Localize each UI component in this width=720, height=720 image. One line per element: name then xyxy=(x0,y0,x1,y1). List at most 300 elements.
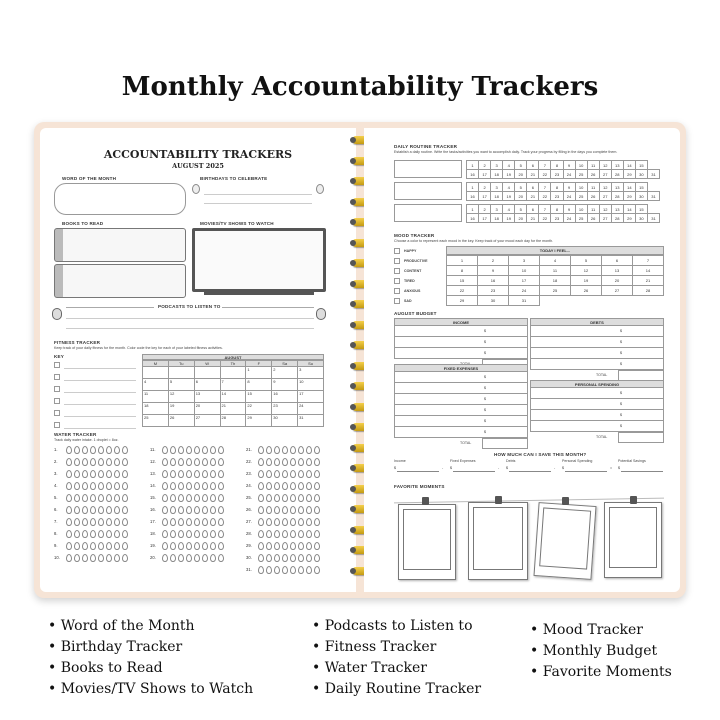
droplet-icon[interactable] xyxy=(98,518,104,526)
budget-row[interactable] xyxy=(394,372,528,383)
routine-day[interactable]: 27 xyxy=(599,214,611,223)
routine-day[interactable]: 11 xyxy=(587,183,599,192)
routine-day[interactable]: 13 xyxy=(611,183,623,192)
droplet-icon[interactable] xyxy=(106,542,112,550)
calendar-day[interactable]: 24 xyxy=(298,403,324,415)
mood-day[interactable] xyxy=(602,296,633,306)
droplet-icon[interactable] xyxy=(298,554,304,562)
droplet-icon[interactable] xyxy=(106,530,112,538)
mood-day[interactable]: 14 xyxy=(633,266,664,276)
save-line[interactable] xyxy=(397,471,439,472)
droplet-icon[interactable] xyxy=(122,470,128,478)
droplet-icon[interactable] xyxy=(202,494,208,502)
mood-day[interactable]: 20 xyxy=(602,276,633,286)
droplet-icon[interactable] xyxy=(258,494,264,502)
droplet-icon[interactable] xyxy=(186,470,192,478)
droplet-icon[interactable] xyxy=(258,518,264,526)
routine-day[interactable]: 4 xyxy=(503,205,515,214)
droplet-icon[interactable] xyxy=(306,494,312,502)
routine-day[interactable]: 19 xyxy=(503,192,515,201)
droplet-icon[interactable] xyxy=(178,470,184,478)
calendar-day[interactable]: 13 xyxy=(194,391,220,403)
routine-day[interactable]: 16 xyxy=(467,170,479,179)
droplet-icon[interactable] xyxy=(90,554,96,562)
routine-day[interactable]: 21 xyxy=(527,170,539,179)
droplet-icon[interactable] xyxy=(298,566,304,574)
routine-day[interactable]: 9 xyxy=(563,161,575,170)
routine-day[interactable]: 15 xyxy=(635,161,647,170)
droplet-icon[interactable] xyxy=(90,482,96,490)
droplet-icon[interactable] xyxy=(162,482,168,490)
droplet-icon[interactable] xyxy=(122,542,128,550)
droplet-icon[interactable] xyxy=(266,458,272,466)
routine-day[interactable]: 10 xyxy=(575,183,587,192)
budget-row[interactable] xyxy=(530,359,664,370)
droplet-icon[interactable] xyxy=(314,506,320,514)
routine-day[interactable]: 14 xyxy=(623,161,635,170)
mood-day[interactable]: 4 xyxy=(540,256,571,266)
routine-day[interactable]: 12 xyxy=(599,161,611,170)
droplet-icon[interactable] xyxy=(258,566,264,574)
key-checkbox[interactable] xyxy=(54,386,60,392)
droplet-icon[interactable] xyxy=(178,530,184,538)
mood-day[interactable]: 8 xyxy=(447,266,478,276)
droplet-icon[interactable] xyxy=(90,542,96,550)
droplet-icon[interactable] xyxy=(290,506,296,514)
mood-day[interactable]: 10 xyxy=(509,266,540,276)
routine-day[interactable]: 8 xyxy=(551,183,563,192)
droplet-icon[interactable] xyxy=(266,518,272,526)
calendar-day[interactable]: 11 xyxy=(143,391,169,403)
droplet-icon[interactable] xyxy=(298,446,304,454)
droplet-icon[interactable] xyxy=(298,494,304,502)
droplet-icon[interactable] xyxy=(114,482,120,490)
routine-task-box[interactable] xyxy=(394,204,462,222)
mood-day[interactable]: 1 xyxy=(447,256,478,266)
droplet-icon[interactable] xyxy=(66,518,72,526)
photo-frame[interactable] xyxy=(398,504,456,580)
droplet-icon[interactable] xyxy=(122,494,128,502)
calendar-day[interactable]: 17 xyxy=(298,391,324,403)
droplet-icon[interactable] xyxy=(170,458,176,466)
routine-day[interactable]: 18 xyxy=(491,214,503,223)
droplet-icon[interactable] xyxy=(82,446,88,454)
droplet-icon[interactable] xyxy=(162,470,168,478)
droplet-icon[interactable] xyxy=(74,506,80,514)
droplet-icon[interactable] xyxy=(194,506,200,514)
droplet-icon[interactable] xyxy=(178,518,184,526)
droplet-icon[interactable] xyxy=(290,482,296,490)
droplet-icon[interactable] xyxy=(74,494,80,502)
mood-day[interactable]: 3 xyxy=(509,256,540,266)
routine-day[interactable]: 5 xyxy=(515,161,527,170)
droplet-icon[interactable] xyxy=(66,458,72,466)
routine-day[interactable]: 28 xyxy=(611,170,623,179)
droplet-icon[interactable] xyxy=(186,458,192,466)
droplet-icon[interactable] xyxy=(274,458,280,466)
droplet-icon[interactable] xyxy=(306,458,312,466)
key-checkbox[interactable] xyxy=(54,374,60,380)
mood-day[interactable] xyxy=(633,296,664,306)
key-checkbox[interactable] xyxy=(54,410,60,416)
droplet-icon[interactable] xyxy=(186,518,192,526)
routine-day[interactable]: 23 xyxy=(551,214,563,223)
droplet-icon[interactable] xyxy=(306,506,312,514)
total-box[interactable] xyxy=(618,432,664,443)
droplet-icon[interactable] xyxy=(186,446,192,454)
droplet-icon[interactable] xyxy=(266,530,272,538)
routine-day[interactable]: 27 xyxy=(599,170,611,179)
droplet-icon[interactable] xyxy=(170,470,176,478)
droplet-icon[interactable] xyxy=(218,554,224,562)
droplet-icon[interactable] xyxy=(314,446,320,454)
droplet-icon[interactable] xyxy=(106,506,112,514)
routine-day[interactable]: 7 xyxy=(539,205,551,214)
routine-day[interactable]: 19 xyxy=(503,170,515,179)
droplet-icon[interactable] xyxy=(186,530,192,538)
droplet-icon[interactable] xyxy=(290,530,296,538)
calendar-day[interactable]: 1 xyxy=(246,367,272,379)
droplet-icon[interactable] xyxy=(218,470,224,478)
calendar-day[interactable]: 9 xyxy=(272,379,298,391)
droplet-icon[interactable] xyxy=(90,458,96,466)
routine-day[interactable]: 31 xyxy=(647,214,659,223)
droplet-icon[interactable] xyxy=(298,518,304,526)
mood-day[interactable] xyxy=(571,296,602,306)
droplet-icon[interactable] xyxy=(194,530,200,538)
routine-day[interactable]: 4 xyxy=(503,183,515,192)
droplet-icon[interactable] xyxy=(306,482,312,490)
droplet-icon[interactable] xyxy=(210,458,216,466)
droplet-icon[interactable] xyxy=(170,554,176,562)
mood-key-box[interactable] xyxy=(394,288,400,294)
budget-row[interactable] xyxy=(530,410,664,421)
droplet-icon[interactable] xyxy=(90,518,96,526)
droplet-icon[interactable] xyxy=(210,446,216,454)
mood-day[interactable]: 9 xyxy=(478,266,509,276)
droplet-icon[interactable] xyxy=(114,458,120,466)
droplet-icon[interactable] xyxy=(162,542,168,550)
droplet-icon[interactable] xyxy=(122,506,128,514)
droplet-icon[interactable] xyxy=(274,542,280,550)
droplet-icon[interactable] xyxy=(298,530,304,538)
droplet-icon[interactable] xyxy=(122,554,128,562)
routine-day[interactable]: 17 xyxy=(479,170,491,179)
mood-day[interactable]: 21 xyxy=(633,276,664,286)
droplet-icon[interactable] xyxy=(170,542,176,550)
save-line[interactable] xyxy=(621,471,663,472)
routine-day[interactable]: 1 xyxy=(467,205,479,214)
droplet-icon[interactable] xyxy=(82,554,88,562)
droplet-icon[interactable] xyxy=(314,542,320,550)
droplet-icon[interactable] xyxy=(290,542,296,550)
droplet-icon[interactable] xyxy=(162,530,168,538)
routine-day[interactable]: 17 xyxy=(479,192,491,201)
droplet-icon[interactable] xyxy=(66,542,72,550)
calendar-day[interactable]: 16 xyxy=(272,391,298,403)
budget-row[interactable] xyxy=(530,388,664,399)
routine-day[interactable]: 18 xyxy=(491,192,503,201)
routine-day[interactable]: 9 xyxy=(563,205,575,214)
droplet-icon[interactable] xyxy=(290,518,296,526)
routine-day[interactable]: 29 xyxy=(623,192,635,201)
routine-day[interactable]: 21 xyxy=(527,214,539,223)
calendar-day[interactable]: 14 xyxy=(220,391,246,403)
mood-day[interactable]: 6 xyxy=(602,256,633,266)
routine-day[interactable]: 31 xyxy=(647,170,659,179)
droplet-icon[interactable] xyxy=(82,530,88,538)
routine-day[interactable]: 23 xyxy=(551,170,563,179)
droplet-icon[interactable] xyxy=(114,470,120,478)
routine-day[interactable]: 14 xyxy=(623,205,635,214)
droplet-icon[interactable] xyxy=(114,506,120,514)
routine-day[interactable]: 26 xyxy=(587,192,599,201)
routine-day[interactable]: 16 xyxy=(467,192,479,201)
routine-day[interactable]: 6 xyxy=(527,183,539,192)
droplet-icon[interactable] xyxy=(266,542,272,550)
photo-frame[interactable] xyxy=(468,502,528,580)
droplet-icon[interactable] xyxy=(186,554,192,562)
droplet-icon[interactable] xyxy=(210,470,216,478)
droplet-icon[interactable] xyxy=(82,542,88,550)
mood-day[interactable]: 29 xyxy=(447,296,478,306)
calendar-day[interactable]: 7 xyxy=(220,379,246,391)
droplet-icon[interactable] xyxy=(218,482,224,490)
routine-day[interactable]: 28 xyxy=(611,192,623,201)
routine-day[interactable]: 25 xyxy=(575,170,587,179)
mood-day[interactable]: 12 xyxy=(571,266,602,276)
key-checkbox[interactable] xyxy=(54,422,60,428)
routine-day[interactable]: 8 xyxy=(551,205,563,214)
droplet-icon[interactable] xyxy=(210,494,216,502)
droplet-icon[interactable] xyxy=(266,446,272,454)
mood-day[interactable]: 27 xyxy=(602,286,633,296)
routine-day[interactable]: 12 xyxy=(599,183,611,192)
droplet-icon[interactable] xyxy=(122,458,128,466)
droplet-icon[interactable] xyxy=(218,530,224,538)
routine-day[interactable]: 6 xyxy=(527,161,539,170)
mood-day[interactable]: 28 xyxy=(633,286,664,296)
routine-day[interactable]: 12 xyxy=(599,205,611,214)
droplet-icon[interactable] xyxy=(162,458,168,466)
droplet-icon[interactable] xyxy=(314,566,320,574)
droplet-icon[interactable] xyxy=(66,470,72,478)
word-of-month-box[interactable] xyxy=(54,183,186,215)
calendar-day[interactable]: 5 xyxy=(168,379,194,391)
droplet-icon[interactable] xyxy=(90,446,96,454)
droplet-icon[interactable] xyxy=(66,506,72,514)
calendar-day[interactable]: 30 xyxy=(272,415,298,427)
droplet-icon[interactable] xyxy=(194,554,200,562)
droplet-icon[interactable] xyxy=(66,482,72,490)
droplet-icon[interactable] xyxy=(266,494,272,502)
droplet-icon[interactable] xyxy=(258,482,264,490)
routine-day[interactable]: 30 xyxy=(635,170,647,179)
droplet-icon[interactable] xyxy=(210,554,216,562)
routine-day[interactable]: 22 xyxy=(539,214,551,223)
calendar-day[interactable]: 19 xyxy=(168,403,194,415)
droplet-icon[interactable] xyxy=(314,482,320,490)
budget-row[interactable] xyxy=(394,394,528,405)
routine-day[interactable]: 13 xyxy=(611,161,623,170)
droplet-icon[interactable] xyxy=(274,506,280,514)
droplet-icon[interactable] xyxy=(98,446,104,454)
droplet-icon[interactable] xyxy=(282,530,288,538)
mood-day[interactable]: 22 xyxy=(447,286,478,296)
droplet-icon[interactable] xyxy=(266,470,272,478)
droplet-icon[interactable] xyxy=(210,530,216,538)
droplet-icon[interactable] xyxy=(178,446,184,454)
droplet-icon[interactable] xyxy=(178,554,184,562)
routine-day[interactable]: 22 xyxy=(539,170,551,179)
droplet-icon[interactable] xyxy=(282,458,288,466)
droplet-icon[interactable] xyxy=(90,530,96,538)
droplet-icon[interactable] xyxy=(210,542,216,550)
droplet-icon[interactable] xyxy=(162,494,168,502)
droplet-icon[interactable] xyxy=(178,542,184,550)
droplet-icon[interactable] xyxy=(282,518,288,526)
droplet-icon[interactable] xyxy=(282,446,288,454)
droplet-icon[interactable] xyxy=(202,554,208,562)
mood-key-box[interactable] xyxy=(394,268,400,274)
droplet-icon[interactable] xyxy=(298,482,304,490)
droplet-icon[interactable] xyxy=(194,518,200,526)
save-line[interactable] xyxy=(565,471,607,472)
droplet-icon[interactable] xyxy=(186,482,192,490)
droplet-icon[interactable] xyxy=(202,482,208,490)
droplet-icon[interactable] xyxy=(178,482,184,490)
droplet-icon[interactable] xyxy=(74,482,80,490)
droplet-icon[interactable] xyxy=(106,446,112,454)
droplet-icon[interactable] xyxy=(274,494,280,502)
droplet-icon[interactable] xyxy=(114,542,120,550)
droplet-icon[interactable] xyxy=(82,458,88,466)
routine-day[interactable]: 9 xyxy=(563,183,575,192)
droplet-icon[interactable] xyxy=(162,518,168,526)
droplet-icon[interactable] xyxy=(314,554,320,562)
calendar-day[interactable]: 31 xyxy=(298,415,324,427)
save-line[interactable] xyxy=(453,471,495,472)
budget-row[interactable] xyxy=(394,427,528,438)
mood-day[interactable]: 18 xyxy=(540,276,571,286)
droplet-icon[interactable] xyxy=(170,494,176,502)
mood-day[interactable] xyxy=(540,296,571,306)
routine-day[interactable]: 14 xyxy=(623,183,635,192)
routine-task-box[interactable] xyxy=(394,160,462,178)
droplet-icon[interactable] xyxy=(258,470,264,478)
calendar-day[interactable]: 4 xyxy=(143,379,169,391)
droplet-icon[interactable] xyxy=(306,446,312,454)
droplet-icon[interactable] xyxy=(298,506,304,514)
mood-key-box[interactable] xyxy=(394,278,400,284)
droplet-icon[interactable] xyxy=(210,482,216,490)
routine-task-box[interactable] xyxy=(394,182,462,200)
droplet-icon[interactable] xyxy=(290,458,296,466)
routine-day[interactable]: 7 xyxy=(539,161,551,170)
droplet-icon[interactable] xyxy=(258,530,264,538)
routine-day[interactable]: 29 xyxy=(623,214,635,223)
droplet-icon[interactable] xyxy=(210,518,216,526)
calendar-day[interactable] xyxy=(143,367,169,379)
droplet-icon[interactable] xyxy=(314,470,320,478)
routine-day[interactable]: 16 xyxy=(467,214,479,223)
droplet-icon[interactable] xyxy=(170,506,176,514)
droplet-icon[interactable] xyxy=(258,446,264,454)
budget-row[interactable] xyxy=(394,416,528,427)
droplet-icon[interactable] xyxy=(258,542,264,550)
droplet-icon[interactable] xyxy=(298,542,304,550)
calendar-day[interactable]: 25 xyxy=(143,415,169,427)
routine-day[interactable]: 5 xyxy=(515,183,527,192)
droplet-icon[interactable] xyxy=(298,458,304,466)
routine-day[interactable]: 25 xyxy=(575,214,587,223)
calendar-day[interactable]: 15 xyxy=(246,391,272,403)
droplet-icon[interactable] xyxy=(266,506,272,514)
total-box[interactable] xyxy=(482,438,528,449)
budget-row[interactable] xyxy=(530,326,664,337)
droplet-icon[interactable] xyxy=(306,530,312,538)
droplet-icon[interactable] xyxy=(122,446,128,454)
droplet-icon[interactable] xyxy=(122,518,128,526)
droplet-icon[interactable] xyxy=(274,554,280,562)
droplet-icon[interactable] xyxy=(74,446,80,454)
routine-day[interactable]: 7 xyxy=(539,183,551,192)
droplet-icon[interactable] xyxy=(74,542,80,550)
droplet-icon[interactable] xyxy=(282,554,288,562)
droplet-icon[interactable] xyxy=(178,506,184,514)
droplet-icon[interactable] xyxy=(194,494,200,502)
mood-key-box[interactable] xyxy=(394,258,400,264)
mood-day[interactable]: 11 xyxy=(540,266,571,276)
droplet-icon[interactable] xyxy=(274,566,280,574)
droplet-icon[interactable] xyxy=(306,470,312,478)
droplet-icon[interactable] xyxy=(162,446,168,454)
droplet-icon[interactable] xyxy=(106,482,112,490)
droplet-icon[interactable] xyxy=(114,518,120,526)
calendar-day[interactable]: 18 xyxy=(143,403,169,415)
droplet-icon[interactable] xyxy=(82,482,88,490)
calendar-day[interactable]: 20 xyxy=(194,403,220,415)
calendar-day[interactable]: 29 xyxy=(246,415,272,427)
droplet-icon[interactable] xyxy=(282,542,288,550)
budget-row[interactable] xyxy=(394,348,528,359)
routine-day[interactable]: 31 xyxy=(647,192,659,201)
droplet-icon[interactable] xyxy=(186,494,192,502)
budget-row[interactable] xyxy=(530,348,664,359)
routine-day[interactable]: 30 xyxy=(635,214,647,223)
droplet-icon[interactable] xyxy=(218,458,224,466)
droplet-icon[interactable] xyxy=(282,482,288,490)
routine-day[interactable]: 11 xyxy=(587,205,599,214)
droplet-icon[interactable] xyxy=(290,470,296,478)
droplet-icon[interactable] xyxy=(306,554,312,562)
routine-day[interactable]: 17 xyxy=(479,214,491,223)
photo-frame[interactable] xyxy=(533,502,596,580)
routine-day[interactable]: 2 xyxy=(479,183,491,192)
calendar-day[interactable]: 10 xyxy=(298,379,324,391)
droplet-icon[interactable] xyxy=(106,470,112,478)
routine-day[interactable]: 30 xyxy=(635,192,647,201)
droplet-icon[interactable] xyxy=(98,542,104,550)
droplet-icon[interactable] xyxy=(74,458,80,466)
calendar-day[interactable]: 23 xyxy=(272,403,298,415)
droplet-icon[interactable] xyxy=(186,542,192,550)
routine-day[interactable]: 27 xyxy=(599,192,611,201)
droplet-icon[interactable] xyxy=(202,542,208,550)
droplet-icon[interactable] xyxy=(170,518,176,526)
droplet-icon[interactable] xyxy=(202,470,208,478)
routine-day[interactable]: 18 xyxy=(491,170,503,179)
